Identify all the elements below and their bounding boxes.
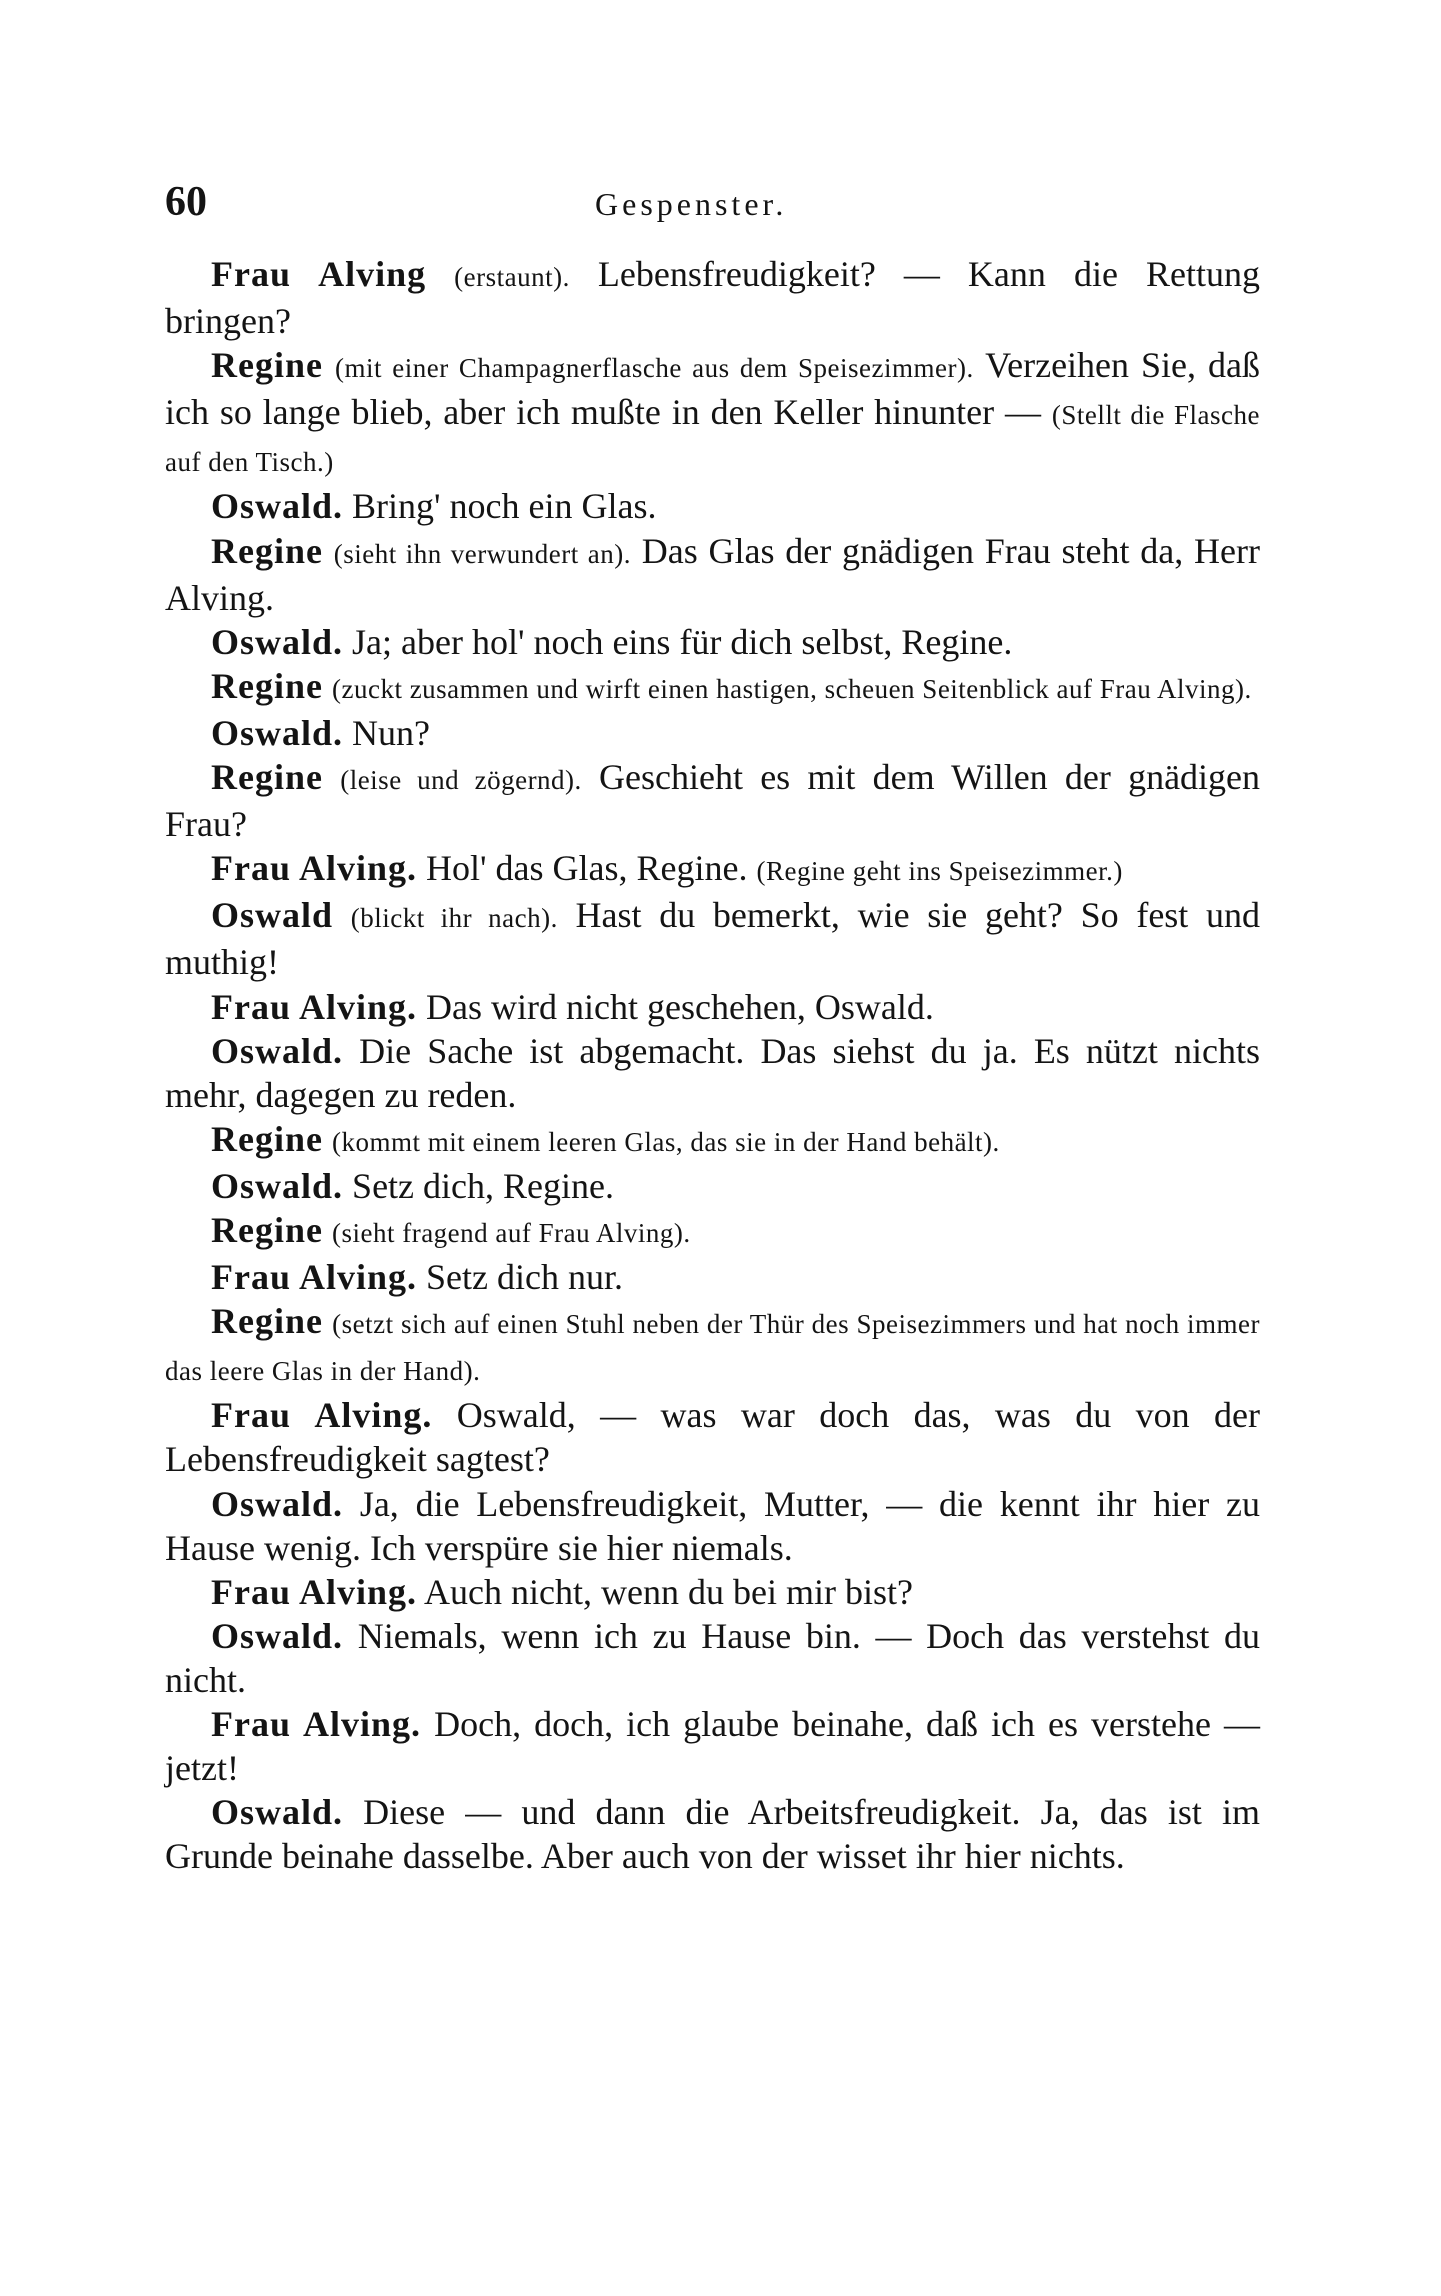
- speaker-name: Regine: [211, 1301, 323, 1342]
- stage-direction: (leise und zögernd).: [340, 765, 582, 796]
- dialogue-paragraph: [165, 529, 1260, 620]
- speaker-name: Frau Alving.: [211, 1571, 418, 1612]
- speech-text: Bring' noch ein Glas.: [352, 486, 657, 527]
- speaker-name: Oswald.: [211, 712, 344, 753]
- speaker-name: Oswald.: [211, 1615, 344, 1656]
- stage-direction: (sieht fragend auf Frau Alving).: [331, 1217, 691, 1248]
- speech-text: Oswald, — was war doch das, was du von der Lebensfreudigkeit sagtest?: [165, 1395, 1261, 1480]
- dialogue-paragraph: [165, 1208, 1260, 1255]
- dialogue-paragraph: [165, 1299, 1260, 1393]
- speech-text: Nun?: [352, 712, 431, 753]
- speech-text: Das Glas der gnädigen Frau steht da, Herr Alving.: [165, 530, 1261, 618]
- dialogue-paragraph: [165, 664, 1260, 711]
- dialogue-paragraph: [165, 343, 1260, 484]
- speech-text: Setz dich nur.: [426, 1257, 623, 1298]
- speaker-name: Regine: [211, 1118, 323, 1159]
- speaker-name: Oswald: [211, 895, 334, 936]
- stage-direction: (setzt sich auf einen Stuhl neben der Thür des Speisezimmers und hat noch immer das leere Glas in der Hand).: [165, 1309, 1261, 1387]
- speech-text: Hast du bemerkt, wie sie geht? So fest und muthig!: [165, 895, 1261, 983]
- speech-text: Auch nicht, wenn du bei mir bist?: [424, 1571, 913, 1612]
- speech-text: Die Sache ist abgemacht. Das siehst du ja. Es nützt nichts mehr, dagegen zu reden.: [165, 1030, 1261, 1115]
- speech-text: Doch, doch, ich glaube beinahe, daß ich es verstehe — jetzt!: [165, 1704, 1261, 1789]
- stage-direction: (mit einer Champagnerflasche aus dem Speisezimmer).: [334, 353, 974, 384]
- stage-direction-after: (Stellt die Flasche auf den Tisch.): [165, 400, 1260, 478]
- speech-text: Niemals, wenn ich zu Hause bin. — Doch das verstehst du nicht.: [165, 1615, 1261, 1700]
- stage-direction-after: (Regine geht ins Speisezimmer.): [756, 856, 1123, 887]
- speaker-name: Regine: [211, 345, 323, 386]
- speaker-name: Frau Alving.: [211, 848, 418, 889]
- dialogue-paragraph: [165, 1614, 1260, 1702]
- stage-direction: (zuckt zusammen und wirft einen hastigen, scheuen Seitenblick auf Frau Alving).: [331, 673, 1252, 704]
- speech-text: Ja, die Lebensfreudigkeit, Mutter, — die kennt ihr hier zu Hause wenig. Ich verspüre sie hier niemals.: [165, 1483, 1260, 1568]
- dialogue-paragraph: [165, 1570, 1260, 1614]
- speaker-name: Oswald.: [211, 1030, 344, 1071]
- speaker-name: Oswald.: [211, 1792, 344, 1833]
- dialogue-paragraph: [165, 846, 1260, 893]
- speech-text: Lebensfreudigkeit? — Kann die Rettung bringen?: [165, 254, 1260, 342]
- speaker-name: Frau Alving.: [211, 1395, 433, 1436]
- speaker-name: Oswald.: [211, 621, 344, 662]
- speaker-name: Oswald.: [211, 1483, 344, 1524]
- speech-text: Ja; aber hol' noch eins für dich selbst, Regine.: [352, 621, 1013, 662]
- dialogue-paragraph: [165, 620, 1260, 664]
- speaker-name: Frau Alving.: [211, 986, 418, 1027]
- dialogue-text: [165, 252, 1260, 1878]
- dialogue-paragraph: [165, 985, 1260, 1029]
- page-header: [165, 178, 1255, 238]
- dialogue-paragraph: [165, 893, 1260, 984]
- speaker-name: Regine: [211, 1209, 323, 1250]
- stage-direction: (blickt ihr nach).: [350, 903, 558, 934]
- speech-text: Verzeihen Sie, daß ich so lange blieb, aber ich mußte in den Keller hinunter —: [165, 345, 1260, 433]
- stage-direction: (sieht ihn verwundert an).: [333, 538, 631, 569]
- stage-direction: (erstaunt).: [454, 262, 570, 292]
- speaker-name: Regine: [211, 665, 323, 706]
- speech-text: Diese — und dann die Arbeitsfreudigkeit. Ja, das ist im Grunde beinahe dasselbe. Aber auch von der wisset ihr hier nichts.: [165, 1792, 1260, 1877]
- dialogue-paragraph: [165, 1255, 1260, 1299]
- dialogue-paragraph: [165, 1790, 1260, 1878]
- speaker-name: Frau Alving: [211, 254, 427, 294]
- speech-text: Geschieht es mit dem Willen der gnädigen Frau?: [165, 757, 1261, 845]
- speaker-name: Oswald.: [211, 486, 344, 527]
- speaker-name: Regine: [211, 757, 323, 798]
- speech-text: Setz dich, Regine.: [352, 1165, 614, 1206]
- stage-direction: (kommt mit einem leeren Glas, das sie in der Hand behält).: [331, 1126, 1000, 1157]
- running-title: Gespenster.: [595, 186, 788, 222]
- speaker-name: Frau Alving.: [211, 1704, 422, 1744]
- dialogue-paragraph: [165, 1117, 1260, 1164]
- speaker-name: Frau Alving.: [211, 1257, 418, 1298]
- speaker-name: Oswald.: [211, 1165, 344, 1206]
- dialogue-paragraph: [165, 711, 1260, 755]
- speech-text: Das wird nicht geschehen, Oswald.: [426, 986, 934, 1027]
- speech-text: Hol' das Glas, Regine.: [426, 848, 748, 889]
- dialogue-paragraph: [165, 1482, 1260, 1570]
- dialogue-paragraph: [165, 755, 1260, 846]
- page-number: 60: [165, 179, 207, 225]
- dialogue-paragraph: [165, 484, 1260, 528]
- speaker-name: Regine: [211, 530, 323, 571]
- dialogue-paragraph: [165, 1393, 1260, 1481]
- dialogue-paragraph: [165, 252, 1260, 343]
- dialogue-paragraph: [165, 1029, 1260, 1117]
- dialogue-paragraph: [165, 1702, 1260, 1790]
- dialogue-paragraph: [165, 1164, 1260, 1208]
